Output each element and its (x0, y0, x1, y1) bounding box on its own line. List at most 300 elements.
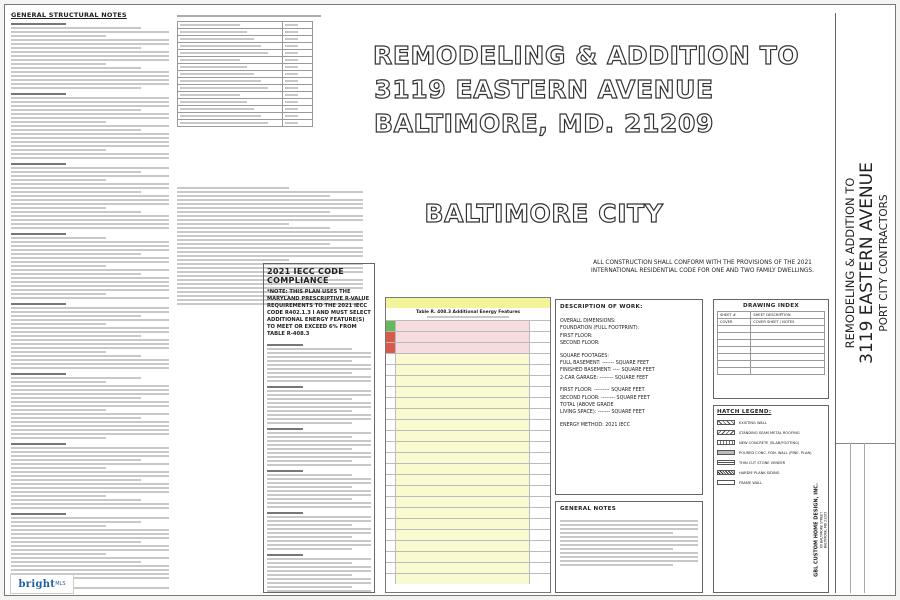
text-line (267, 566, 371, 568)
text-line (177, 199, 363, 201)
sheet-description-cell (751, 326, 825, 333)
check-cell (386, 508, 396, 518)
text-line (11, 167, 169, 169)
text-line (177, 239, 363, 241)
use-cell (178, 57, 283, 64)
description-row: 2-CAR GARAGE: -------- SQUARE FEET (560, 375, 649, 381)
check-cell (386, 431, 396, 441)
text-line (267, 364, 371, 366)
text-line (11, 87, 141, 89)
text-line (11, 347, 169, 349)
text-line (11, 35, 106, 37)
text-line (11, 277, 169, 279)
table-row (178, 36, 313, 43)
use-cell (178, 106, 283, 113)
text-line (560, 536, 698, 538)
text-line (11, 245, 169, 247)
text-line (11, 335, 141, 337)
legend-label: STANDING SEAM METAL ROOFING (739, 430, 800, 435)
description-row: FIRST FLOOR: --------- SQUARE FEET (560, 388, 645, 394)
text-line (267, 570, 371, 572)
text-line (11, 191, 141, 193)
table-row (178, 57, 313, 64)
table-row (386, 353, 550, 364)
table-row (718, 333, 825, 340)
text-line (11, 121, 106, 123)
table-row (386, 540, 550, 551)
text-line (11, 499, 141, 501)
feature-cell (396, 497, 530, 507)
iecc-compliance-section (263, 263, 375, 593)
text-line (11, 67, 141, 69)
legend-label: NEW CONCRETE (SLAB/FOOTING) (739, 440, 800, 445)
feature-cell (396, 398, 530, 408)
load-cell (283, 50, 313, 57)
energy-table-header-bar (386, 298, 550, 308)
check-cell (386, 409, 396, 419)
hatch-swatch (717, 420, 735, 425)
iecc-note: *NOTE: THIS PLAN USES THE MARYLAND PRESCRIPTIVE R-VALUE REQUIREMENTS TO THE 2021 IECC CODE R402.1.3 I AND MUST SELECT ADDITIONAL ENERGY FEATURE(S) TO MEET OR EXCEED 6% FROM TABLE R-408.3 (267, 289, 371, 337)
text-line (11, 359, 169, 361)
text-line (11, 389, 169, 391)
description-row: ENERGY METHOD: 2021 IECC (560, 422, 631, 428)
text-line (11, 79, 169, 81)
use-cell (178, 120, 283, 127)
sheet-number-cell (718, 368, 751, 375)
text-line (11, 381, 106, 383)
check-cell (386, 574, 396, 584)
sheet-description-cell: COVER SHEET / NOTES (751, 319, 825, 326)
text-line (11, 153, 169, 155)
table-row (386, 562, 550, 573)
feature-cell (396, 343, 530, 353)
text-line (11, 109, 141, 111)
legend-item (717, 420, 825, 425)
legend-label: EXISTING WALL (739, 420, 767, 425)
text-line (267, 372, 352, 374)
table-row (386, 474, 550, 485)
table-row (178, 106, 313, 113)
feature-cell (396, 464, 530, 474)
points-cell (530, 365, 550, 375)
text-line (11, 257, 169, 259)
check-cell (386, 387, 396, 397)
feature-cell (396, 332, 530, 342)
feature-cell (396, 354, 530, 364)
text-line (267, 428, 303, 430)
text-line (267, 578, 371, 580)
text-line (267, 456, 371, 458)
drawing-index-table (717, 311, 825, 375)
text-line (11, 27, 141, 29)
check-cell (386, 497, 396, 507)
text-line (11, 187, 169, 189)
text-line (560, 540, 698, 542)
text-line (11, 149, 106, 151)
text-line (11, 51, 169, 53)
text-line (11, 459, 141, 461)
text-line (11, 141, 169, 143)
text-line (267, 440, 371, 442)
feature-cell (396, 420, 530, 430)
feature-cell (396, 475, 530, 485)
description-row: FINISHED BASEMENT: ---- SQUARE FEET (560, 368, 655, 374)
sheet-number-cell: COVER (718, 319, 751, 326)
text-line (11, 467, 106, 469)
check-cell (386, 354, 396, 364)
feature-cell (396, 431, 530, 441)
check-cell (386, 343, 396, 353)
text-line (560, 532, 673, 534)
points-cell (530, 508, 550, 518)
text-line (267, 470, 303, 472)
text-line (11, 59, 169, 61)
text-line (11, 233, 66, 235)
text-line (267, 536, 352, 538)
text-line (11, 495, 106, 497)
text-line (11, 507, 169, 509)
sheet-number-cell (718, 333, 751, 340)
text-line (267, 562, 352, 564)
text-line (11, 157, 169, 159)
legend-label: POURED CONC. FDN. WALL (PINE. PLAN) (739, 450, 812, 455)
text-line (267, 376, 371, 378)
table-row (718, 361, 825, 368)
text-line (11, 533, 169, 535)
sheet-description-cell (751, 340, 825, 347)
hatch-legend-title: HATCH LEGEND: (717, 409, 772, 415)
col-sheet-number: SHEET # (718, 312, 751, 319)
table-row (386, 331, 550, 342)
check-cell (386, 519, 396, 529)
table-row (386, 430, 550, 441)
use-cell (178, 64, 283, 71)
text-line (11, 171, 141, 173)
text-line (11, 565, 169, 567)
points-cell (530, 475, 550, 485)
text-line (11, 211, 141, 213)
legend-item (717, 430, 825, 435)
table-row (178, 120, 313, 127)
sheet-number-cell (718, 326, 751, 333)
sheet-number-cell (718, 361, 751, 368)
general-notes-title: GENERAL NOTES (560, 506, 617, 512)
load-cell (283, 29, 313, 36)
load-cell (283, 99, 313, 106)
text-line (177, 207, 363, 209)
brand-name: bright (18, 578, 56, 590)
text-line (11, 463, 169, 465)
text-line (177, 195, 330, 197)
text-line (267, 344, 303, 346)
energy-table-subtitle: Table R. 408.3 Additional Energy Features (415, 310, 521, 315)
drawing-sheet (4, 4, 896, 596)
table-row (386, 342, 550, 353)
table-row (718, 354, 825, 361)
firm-address-2: BALTIMORE, MD 21205 (824, 511, 828, 549)
text-line (267, 574, 352, 576)
project-title-line-2: 3119 EASTERN AVENUE (374, 75, 714, 104)
text-line (11, 145, 169, 147)
legend-item (717, 450, 825, 455)
text-line (11, 521, 141, 523)
check-cell (386, 321, 396, 331)
load-cell (283, 71, 313, 78)
table-row (178, 78, 313, 85)
project-title (373, 39, 800, 141)
text-line (11, 367, 169, 369)
points-cell (530, 563, 550, 573)
table-row (386, 551, 550, 562)
table-row (386, 441, 550, 452)
points-cell (530, 552, 550, 562)
text-line (267, 352, 371, 354)
text-line (11, 241, 169, 243)
table-row (386, 408, 550, 419)
text-line (11, 373, 66, 375)
titleblock-line-2: 3119 EASTERN AVENUE (857, 162, 877, 364)
text-line (11, 417, 141, 419)
points-cell (530, 420, 550, 430)
text-line (11, 537, 169, 539)
text-line (267, 444, 371, 446)
description-row: SECOND FLOOR: (560, 341, 600, 347)
points-cell (530, 541, 550, 551)
additional-energy-features-table (385, 297, 551, 593)
text-line (11, 183, 169, 185)
sheet-number-cell (718, 347, 751, 354)
firm-name: GBL CUSTOM HOME DESIGN, INC. (813, 483, 820, 577)
points-cell (530, 574, 550, 584)
text-line (560, 560, 698, 562)
text-line (267, 494, 371, 496)
text-line (267, 460, 352, 462)
hatch-swatch (717, 450, 735, 455)
text-line (11, 393, 169, 395)
text-line (11, 75, 169, 77)
text-line (11, 125, 169, 127)
description-row: SECOND FLOOR: -------- SQUARE FEET (560, 395, 650, 401)
text-line (11, 315, 141, 317)
check-cell (386, 332, 396, 342)
text-line (11, 215, 169, 217)
text-line (267, 348, 352, 350)
table-row (386, 364, 550, 375)
text-line (267, 368, 371, 370)
text-line (267, 512, 303, 514)
text-line (11, 163, 66, 165)
check-cell (386, 541, 396, 551)
text-line (11, 503, 169, 505)
text-line (177, 203, 363, 205)
text-line (11, 561, 141, 563)
check-cell (386, 420, 396, 430)
text-line (267, 474, 352, 476)
text-line (177, 227, 330, 229)
points-cell (530, 376, 550, 386)
text-line (267, 528, 371, 530)
check-cell (386, 442, 396, 452)
use-cell (178, 43, 283, 50)
check-cell (386, 464, 396, 474)
sheet-description-cell (751, 361, 825, 368)
description-row: FULL BASEMENT: ------- SQUARE FEET (560, 361, 649, 367)
table-row (718, 340, 825, 347)
text-line (11, 339, 169, 341)
description-title: DESCRIPTION OF WORK: (560, 304, 643, 310)
text-line (11, 273, 141, 275)
text-line (11, 289, 169, 291)
text-line (11, 529, 169, 531)
text-line (11, 297, 169, 299)
iecc-title: 2021 IECC CODE COMPLIANCE (267, 267, 344, 285)
table-row (386, 419, 550, 430)
text-line (177, 235, 363, 237)
table-row (386, 529, 550, 540)
use-cell (178, 22, 283, 29)
text-line (267, 506, 371, 508)
feature-cell (396, 530, 530, 540)
sheet-description-cell (751, 347, 825, 354)
sheet-number-cell (718, 340, 751, 347)
check-cell (386, 486, 396, 496)
check-cell (386, 365, 396, 375)
text-line (560, 552, 698, 554)
text-line (267, 452, 371, 454)
text-line (11, 43, 169, 45)
text-line (177, 223, 289, 225)
hatch-swatch (717, 460, 735, 465)
hatch-swatch (717, 470, 735, 475)
text-line (11, 553, 106, 555)
text-line (267, 410, 352, 412)
text-line (11, 487, 169, 489)
text-line (11, 133, 169, 135)
text-line (560, 556, 698, 558)
code-conformance-note: ALL CONSTRUCTION SHALL CONFORM WITH THE PROVISIONS OF THE 2021 INTERNATIONAL RESIDENTIAL CODE FOR ONE AND TWO FAMILY DWELLINGS. (591, 260, 814, 274)
table-row (386, 452, 550, 463)
text-line (267, 532, 371, 534)
loads-table-caption (177, 13, 337, 19)
text-line (267, 464, 371, 466)
text-line (267, 402, 371, 404)
table-row (718, 319, 825, 326)
text-line (267, 490, 371, 492)
bright-mls-logo (10, 574, 74, 594)
designer-firm-block (809, 475, 833, 585)
table-row (386, 320, 550, 331)
text-line (11, 429, 169, 431)
use-cell (178, 78, 283, 85)
text-line (11, 55, 169, 57)
use-cell (178, 36, 283, 43)
check-cell (386, 552, 396, 562)
text-line (11, 413, 169, 415)
text-line (267, 516, 371, 518)
text-line (11, 219, 169, 221)
text-line (11, 129, 141, 131)
description-row: FOUNDATION (FULL FOOTPRINT): (560, 326, 640, 332)
table-row (178, 22, 313, 29)
text-line (11, 549, 169, 551)
description-row: LIVING SPACE): ------- SQUARE FEET (560, 410, 645, 416)
feature-cell (396, 563, 530, 573)
points-cell (530, 464, 550, 474)
brand-suffix: MLS (55, 581, 66, 587)
text-line (267, 540, 371, 542)
text-line (267, 406, 371, 408)
text-line (11, 355, 141, 357)
text-line (11, 557, 169, 559)
text-line (11, 433, 169, 435)
text-line (267, 586, 352, 588)
points-cell (530, 343, 550, 353)
titleblock-line-3: PORT CITY CONTRACTORS (878, 194, 890, 332)
table-row (386, 375, 550, 386)
feature-cell (396, 541, 530, 551)
text-line (11, 207, 106, 209)
general-notes (555, 501, 703, 593)
sheet-number-cell (718, 354, 751, 361)
text-line (11, 261, 169, 263)
legend-item (717, 460, 825, 465)
description-row: OVERALL DIMENSIONS: (560, 319, 616, 324)
energy-table-rows (386, 320, 550, 584)
table-row (718, 347, 825, 354)
table-row (178, 71, 313, 78)
points-cell (530, 453, 550, 463)
check-cell (386, 530, 396, 540)
table-row (718, 368, 825, 375)
text-line (560, 548, 673, 550)
check-cell (386, 453, 396, 463)
text-line (267, 432, 371, 434)
table-row (178, 85, 313, 92)
text-line (177, 219, 363, 221)
text-line (11, 569, 169, 571)
text-line (267, 582, 371, 584)
text-line (11, 377, 141, 379)
table-row (178, 50, 313, 57)
text-line (267, 482, 371, 484)
text-line (11, 47, 141, 49)
text-line (11, 319, 169, 321)
text-line (560, 524, 698, 526)
points-cell (530, 332, 550, 342)
text-line (11, 401, 169, 403)
text-line (11, 311, 169, 313)
text-line (267, 398, 352, 400)
notes-body (11, 23, 169, 589)
points-cell (530, 497, 550, 507)
titleblock-revision-lines (836, 443, 896, 593)
text-line (11, 265, 106, 267)
firm-address-1: 60 BALTIMORE STREET (819, 511, 824, 549)
table-row (386, 397, 550, 408)
feature-cell (396, 486, 530, 496)
text-line (267, 436, 352, 438)
description-of-work (555, 299, 703, 495)
text-line (177, 255, 363, 257)
use-cell (178, 85, 283, 92)
text-line (267, 448, 352, 450)
text-line (267, 558, 371, 560)
text-line (11, 179, 106, 181)
table-row (386, 507, 550, 518)
table-row (718, 326, 825, 333)
feature-cell (396, 552, 530, 562)
text-line (11, 425, 169, 427)
